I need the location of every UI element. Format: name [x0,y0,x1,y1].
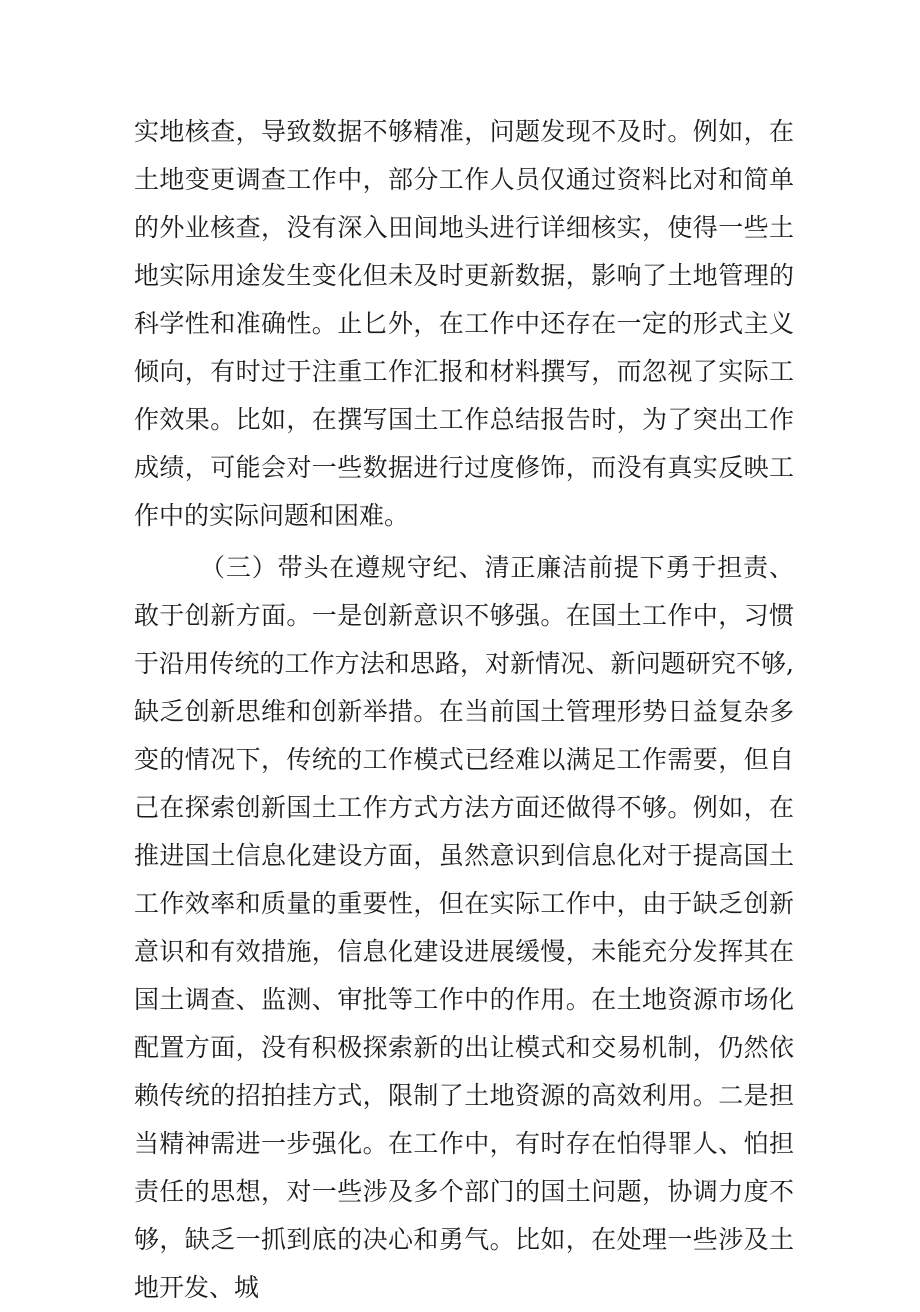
paragraph-continuation: 实地核查，导致数据不够精准，问题发现不及时。例如，在土地变更调查工作中，部分工作人员仅通过资料比对和简单的外业核查，没有深入田间地头进行详细核实，使得一些土地实际用途发生变化但未及时更新数据，影响了土地管理的科学性和准确性。止匕外，在工作中还存在一定的形式主义倾向，有时过于注重工作汇报和材料撰写，而忽视了实际工作效果。比如，在撰写国土工作总结报告时，为了突出工作成绩，可能会对一些数据进行过度修饰，而没有真实反映工作中的实际问题和困难。 [134,117,794,530]
document-body [134,108,794,1312]
paragraph-section-three: （三）带头在遵规守纪、清正廉洁前提下勇于担责、敢于创新方面。一是创新意识不够强。在国土工作中，习惯于沿用传统的工作方法和思路，对新情况、新问题研究不够,缺乏创新思维和创新举措。在当前国土管理形势日益复杂多变的情况下，传统的工作模式已经难以满足工作需要，但自己在探索创新国土工作方式方法方面还做得不够。例如，在推进国土信息化建设方面，虽然意识到信息化对于提高国土工作效率和质量的重要性，但在实际工作中，由于缺乏创新意识和有效措施，信息化建设进展缓慢，未能充分发挥其在国土调查、监测、审批等工作中的作用。在土地资源市场化配置方面，没有积极探索新的出让模式和交易机制，仍然依赖传统的招拍挂方式，限制了土地资源的高效利用。二是担当精神需进一步强化。在工作中，有时存在怕得罪人、怕担责任的思想，对一些涉及多个部门的国土问题，协调力度不够，缺乏一抓到底的决心和勇气。比如，在处理一些涉及土地开发、城 [134,553,794,1302]
